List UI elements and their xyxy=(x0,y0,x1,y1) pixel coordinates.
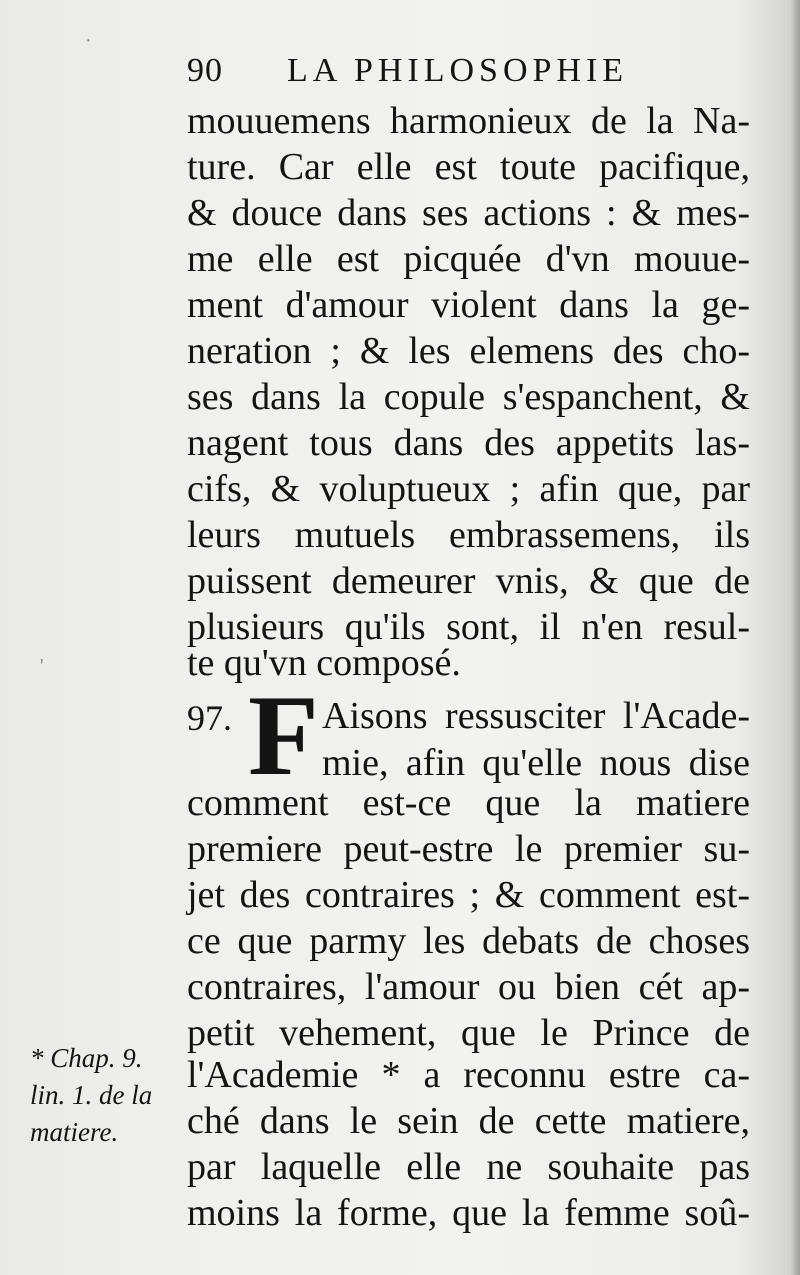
text-line: nagent tous dans des appetits las- xyxy=(187,422,750,464)
text-line: ment d'amour violent dans la ge- xyxy=(187,284,750,326)
text-line: mie, afin qu'elle nous dise xyxy=(322,742,750,784)
running-title: LA PHILOSOPHIE xyxy=(287,52,629,89)
margin-note-line: * Chap. 9. xyxy=(30,1043,143,1073)
text-line: petit vehement, que le Prince de xyxy=(187,1012,750,1054)
page-header xyxy=(187,46,747,96)
margin-note xyxy=(30,1040,180,1151)
text-line: ture. Car elle est toute pacifique, xyxy=(187,146,750,188)
text-line: jet des contraires ; & comment est- xyxy=(187,874,750,916)
text-line: puissent demeurer vnis, & que de xyxy=(187,560,750,602)
margin-note-line: lin. 1. de la xyxy=(30,1080,153,1110)
text-line: comment est-ce que la matiere xyxy=(187,782,750,824)
text-line: premiere peut-estre le premier su- xyxy=(187,828,750,870)
page-edge-shadow xyxy=(790,0,800,1275)
text-line: plusieurs qu'ils sont, il n'en resul- xyxy=(187,606,750,648)
paper-mark: · xyxy=(85,30,92,52)
section-number: 97. xyxy=(187,698,232,738)
text-line: cifs, & voluptueux ; afin que, par xyxy=(187,468,750,510)
text-line: ses dans la copule s'espanchent, & xyxy=(187,376,750,418)
text-line: Aisons ressusciter l'Acade- xyxy=(322,695,750,737)
text-line: l'Academie * a reconnu estre ca- xyxy=(187,1054,750,1096)
text-line: contraires, l'amour ou bien cét ap- xyxy=(187,966,750,1008)
text-line: leurs mutuels embrassemens, ils xyxy=(187,514,750,556)
margin-note-line: matiere. xyxy=(30,1117,119,1147)
text-line: ché dans le sein de cette matiere, xyxy=(187,1100,750,1142)
page-number: 90 xyxy=(187,52,223,89)
text-line: par laquelle elle ne souhaite pas xyxy=(187,1146,750,1188)
text-line: me elle est picquée d'vn mouue- xyxy=(187,238,750,280)
text-line: & douce dans ses actions : & mes- xyxy=(187,192,750,234)
text-line: moins la forme, que la femme soû- xyxy=(187,1192,750,1234)
text-line: neration ; & les elemens des cho- xyxy=(187,330,750,372)
text-line: te qu'vn composé. xyxy=(187,642,461,684)
drop-cap: F xyxy=(248,672,319,800)
paper-mark: ' xyxy=(40,655,44,677)
text-line: ce que parmy les debats de choses xyxy=(187,920,750,962)
text-line: mouuemens harmonieux de la Na- xyxy=(187,100,750,142)
